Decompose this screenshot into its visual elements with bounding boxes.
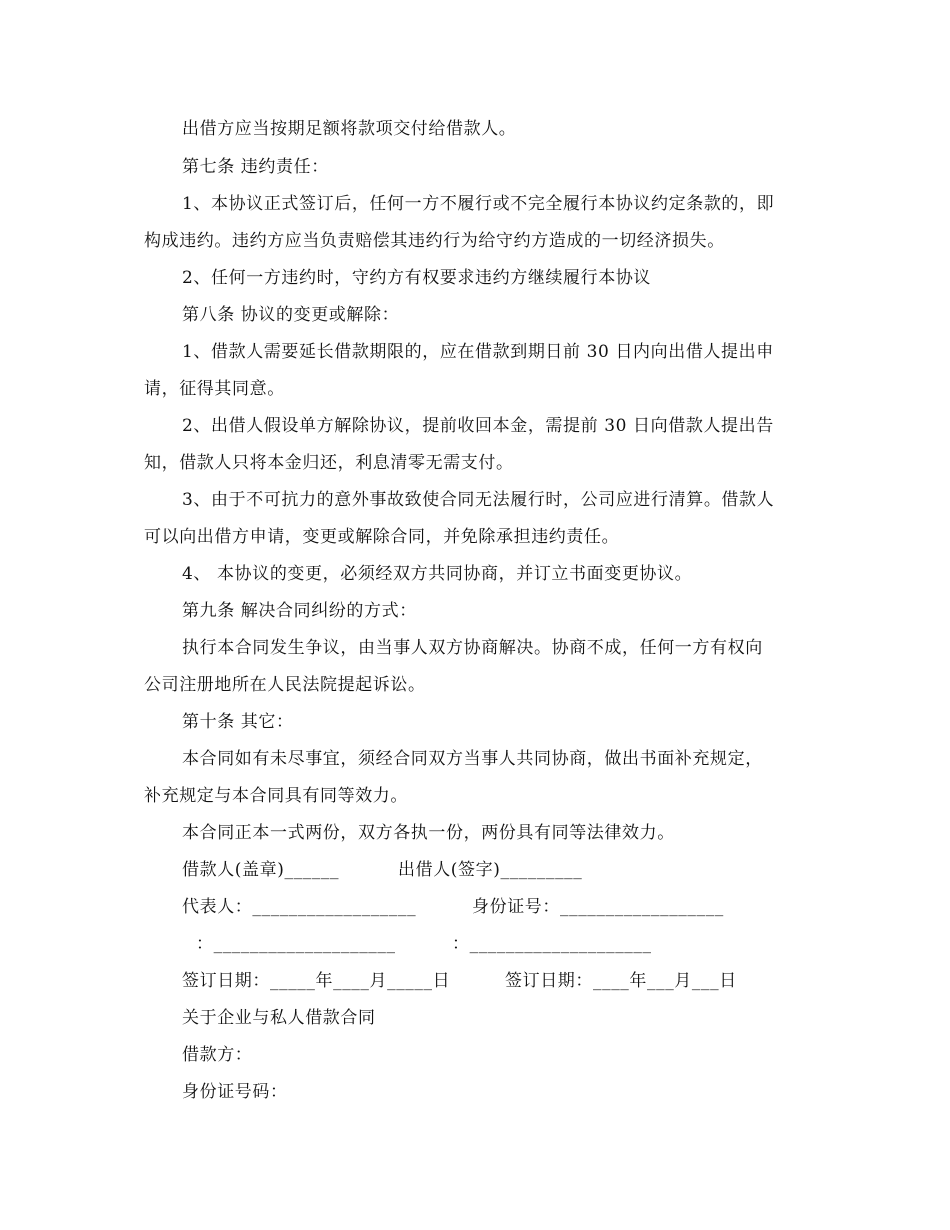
paragraph: 3、由于不可抗力的意外事故致使合同无法履行时，公司应进行清算。借款人 <box>182 490 775 510</box>
paragraph: 本合同如有未尽事宜，须经合同双方当事人共同协商，做出书面补充规定， <box>182 749 763 769</box>
article-heading: 第十条 其它： <box>182 712 294 732</box>
blank-field-right: ：____________________ <box>452 934 652 954</box>
borrower-seal-field: 借款人(盖章)______ <box>182 860 340 880</box>
paragraph: 执行本合同发生争议，由当事人双方协商解决。协商不成，任何一方有权向 <box>182 638 763 658</box>
lender-sign-field: 出借人(签字)_________ <box>398 860 583 880</box>
sign-date-left: 签订日期：_____年____月_____日 <box>182 971 451 991</box>
contract-title: 关于企业与私人借款合同 <box>182 1008 376 1028</box>
paragraph: 2、出借人假设单方解除协议，提前收回本金，需提前 30 日向借款人提出告 <box>182 416 774 436</box>
paragraph: 构成违约。违约方应当负责赔偿其违约行为给守约方造成的一切经济损失。 <box>144 231 725 251</box>
paragraph: 补充规定与本合同具有同等效力。 <box>144 786 408 806</box>
paragraph: 出借方应当按期足额将款项交付给借款人。 <box>182 119 517 139</box>
article-heading: 第八条 协议的变更或解除： <box>182 305 400 325</box>
blank-field-left: ：____________________ <box>196 934 396 954</box>
paragraph: 本合同正本一式两份，双方各执一份，两份具有同等法律效力。 <box>182 823 675 843</box>
paragraph: 1、本协议正式签订后，任何一方不履行或不完全履行本协议约定条款的，即 <box>182 194 775 214</box>
representative-field: 代表人：__________________ <box>182 897 417 917</box>
sign-date-right: 签订日期：____年___月___日 <box>505 971 737 991</box>
paragraph: 可以向出借方申请，变更或解除合同，并免除承担违约责任。 <box>144 527 620 547</box>
borrower-label: 借款方： <box>182 1045 253 1065</box>
paragraph: 请，征得其同意。 <box>144 379 285 399</box>
paragraph: 1、借款人需要延长借款期限的，应在借款到期日前 30 日内向出借人提出申 <box>182 342 774 362</box>
id-code-label: 身份证号码： <box>182 1082 288 1102</box>
id-number-field: 身份证号：__________________ <box>472 897 724 917</box>
paragraph: 4、 本协议的变更，必须经双方共同协商，并订立书面变更协议。 <box>182 564 693 584</box>
paragraph: 公司注册地所在人民法院提起诉讼。 <box>144 675 426 695</box>
paragraph: 知，借款人只将本金归还，利息清零无需支付。 <box>144 453 514 473</box>
article-heading: 第七条 违约责任： <box>182 157 329 177</box>
paragraph: 2、任何一方违约时，守约方有权要求违约方继续履行本协议 <box>182 268 652 288</box>
article-heading: 第九条 解决合同纠纷的方式： <box>182 601 417 621</box>
